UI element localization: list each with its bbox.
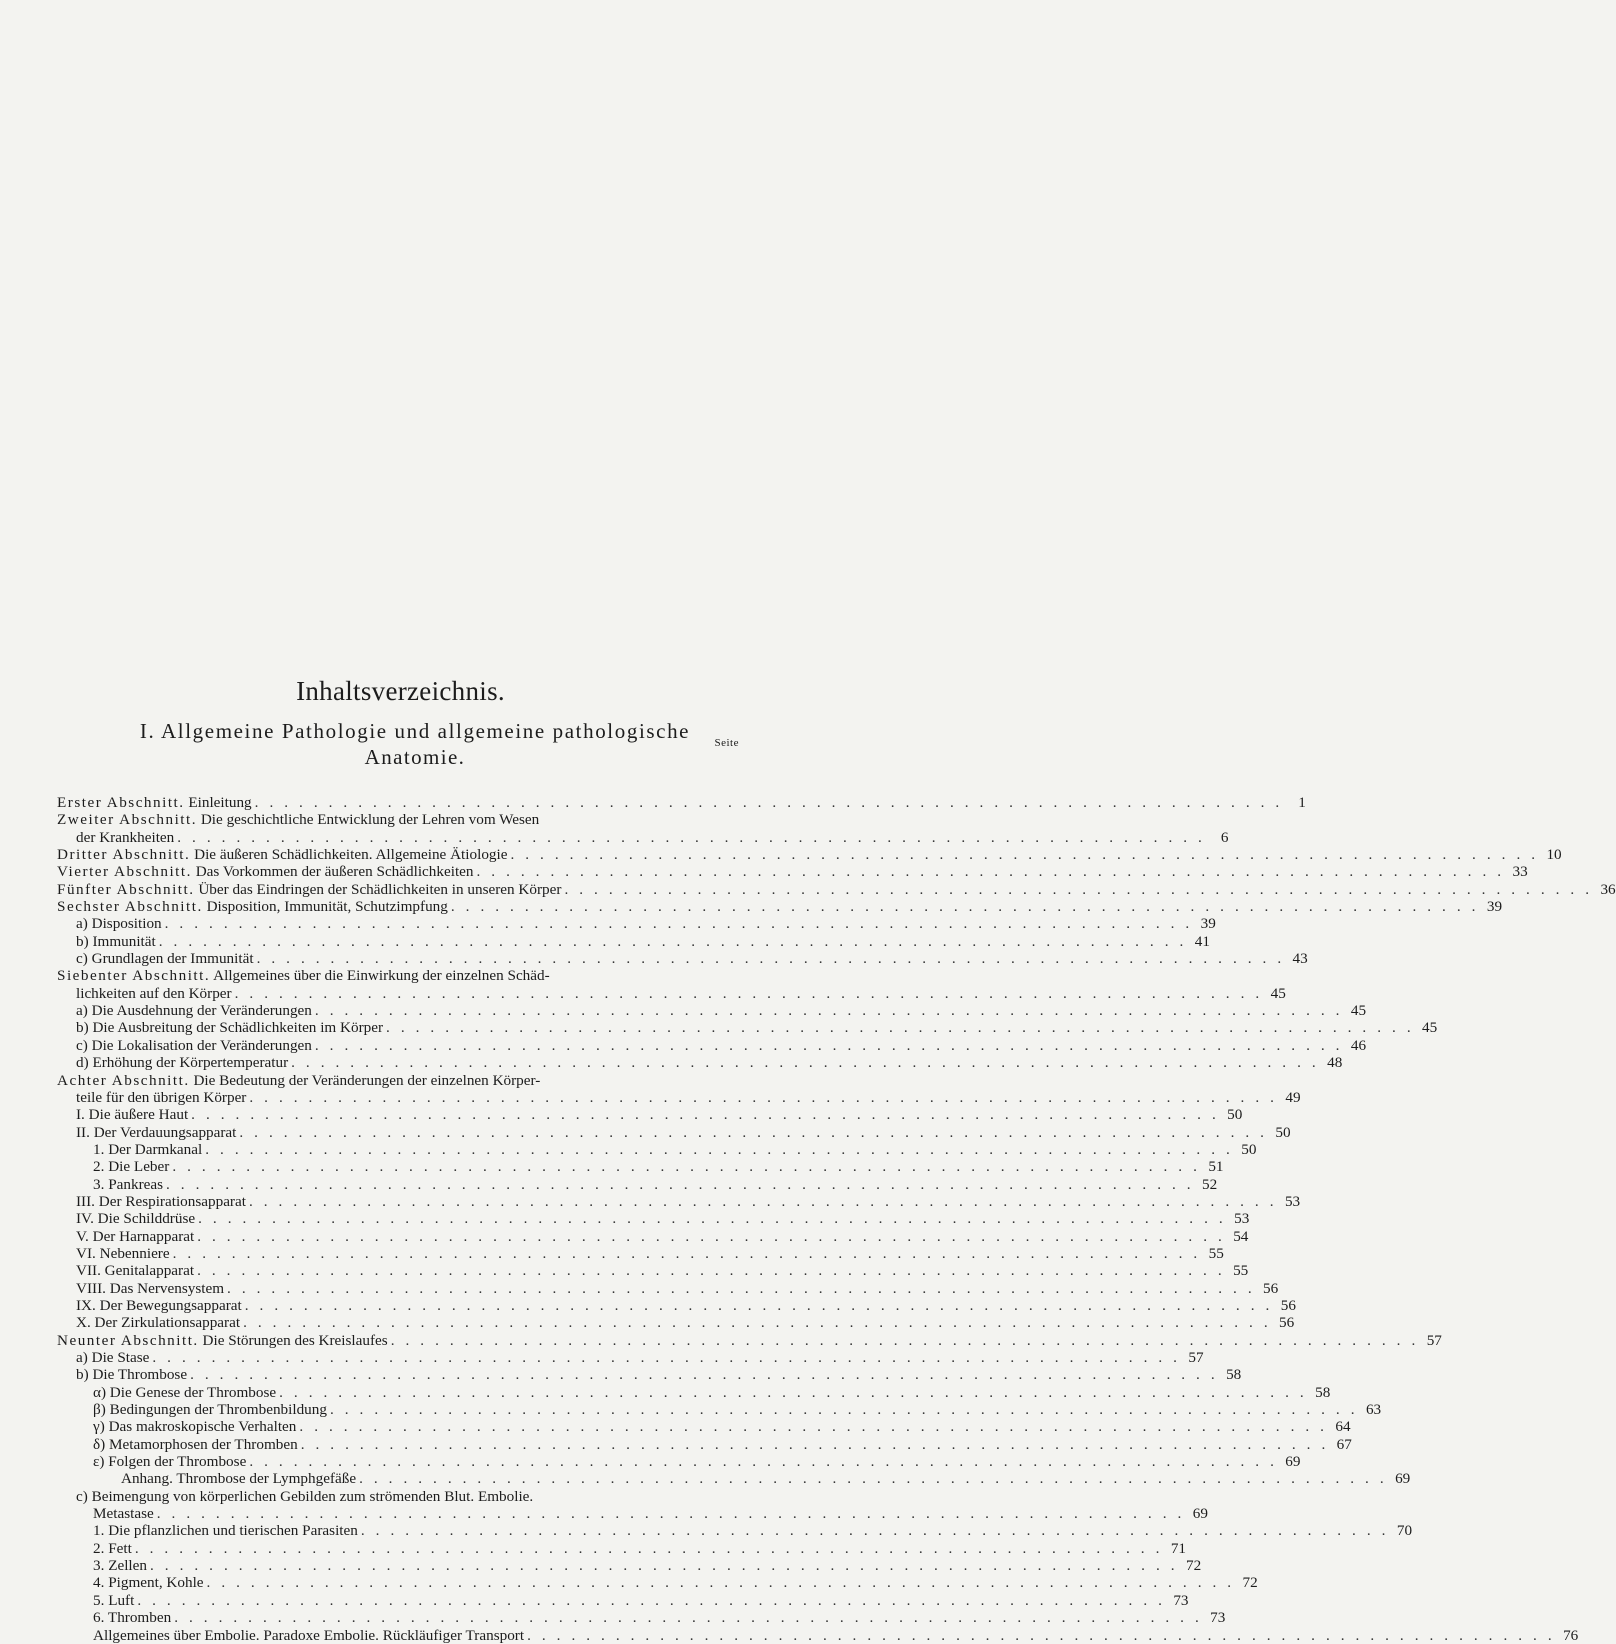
entry-title: 1. Die pflanzlichen und tierischen Parasiten <box>93 1522 358 1540</box>
page-number: 53 <box>1284 1192 1301 1210</box>
page-number: 64 <box>1335 1418 1351 1436</box>
page-number: 39 <box>1486 898 1503 916</box>
toc-entry-text <box>76 1245 170 1262</box>
dot-leader <box>243 1314 1271 1331</box>
page-number: 54 <box>1233 1227 1249 1245</box>
toc-entry <box>57 1366 1242 1384</box>
toc-entry-text <box>76 1349 149 1366</box>
toc-entry-text <box>93 1609 171 1626</box>
toc-entry <box>57 1296 1296 1314</box>
page-number: 45 <box>1270 984 1286 1002</box>
toc-entry <box>57 1036 1367 1054</box>
dot-leader <box>291 1054 1319 1071</box>
toc-entry-text <box>76 985 232 1002</box>
toc-entry-text <box>76 1210 195 1227</box>
toc-entry <box>57 1192 1301 1210</box>
dot-leader <box>477 863 1505 880</box>
toc-entry-text <box>93 1176 163 1193</box>
entry-title: I. Die äußere Haut <box>76 1106 189 1124</box>
toc-entry <box>57 1210 1250 1228</box>
toc-entry <box>57 1435 1352 1453</box>
toc-entry-text <box>57 794 252 811</box>
page-number: 58 <box>1315 1383 1331 1401</box>
toc-entry <box>57 811 737 828</box>
page-number: 71 <box>1170 1539 1186 1557</box>
entry-title: 5. Luft <box>93 1591 135 1609</box>
entry-title: lichkeiten auf den Körper <box>76 984 232 1002</box>
toc-entry-text <box>93 1540 132 1557</box>
dot-leader <box>157 1505 1185 1522</box>
toc-entry <box>57 1175 1218 1193</box>
dot-leader <box>137 1592 1165 1609</box>
toc-entry-text <box>76 1488 533 1505</box>
dot-leader <box>249 1453 1277 1470</box>
toc-entry-text <box>93 1627 524 1644</box>
toc-entry-text <box>76 1089 246 1106</box>
page-number: 51 <box>1208 1158 1224 1176</box>
toc-entry <box>57 1609 1226 1627</box>
dot-leader <box>249 1089 1277 1106</box>
toc-entry <box>57 932 1210 950</box>
toc-entry <box>57 898 1503 916</box>
entry-title: Die geschichtliche Entwicklung der Lehren vom Wesen <box>197 811 540 829</box>
dot-leader <box>527 1627 1555 1644</box>
toc-entry-text <box>76 1228 194 1245</box>
page-number: 39 <box>1200 915 1216 933</box>
dot-leader <box>235 985 1263 1002</box>
toc-entry <box>57 1244 1224 1262</box>
dot-leader <box>451 898 1479 915</box>
toc-entry <box>57 1591 1189 1609</box>
page-number: 69 <box>1285 1453 1301 1471</box>
entry-title: 2. Die Leber <box>93 1158 170 1176</box>
page-number: 69 <box>1395 1470 1411 1488</box>
toc-entry <box>57 1522 1413 1540</box>
toc-entry-text <box>76 933 156 950</box>
toc-entry-text <box>93 1436 298 1453</box>
page-number: 43 <box>1292 950 1308 968</box>
toc-entry-text <box>93 1592 134 1609</box>
toc-entry <box>57 1158 1224 1176</box>
entry-title: α) Die Genese der Thrombose <box>93 1383 277 1401</box>
toc-entry <box>57 1088 1301 1106</box>
dot-leader <box>249 1193 1277 1210</box>
page-number: 49 <box>1285 1088 1301 1106</box>
dot-leader <box>330 1401 1358 1418</box>
entry-title: II. Der Verdauungsapparat <box>76 1123 237 1141</box>
dot-leader <box>205 1141 1233 1158</box>
page-number: 55 <box>1208 1244 1224 1262</box>
entry-title: 3. Pankreas <box>93 1175 164 1193</box>
toc-entry-text <box>76 915 162 932</box>
toc-entry-text <box>76 1297 242 1314</box>
part-heading-line1: I. Allgemeine Pathologie und allgemeine pathologische <box>139 719 691 743</box>
toc-entry-text <box>57 846 507 863</box>
entry-title: a) Die Stase <box>76 1349 150 1366</box>
entry-title: IX. Der Bewegungsapparat <box>76 1296 242 1314</box>
toc-entry-text <box>76 1019 383 1036</box>
toc-entry-text <box>76 950 254 967</box>
dot-leader <box>301 1436 1329 1453</box>
page-number: 69 <box>1192 1505 1208 1523</box>
dot-leader <box>165 915 1193 932</box>
toc-entry <box>57 1123 1291 1141</box>
page-number: 1 <box>1298 794 1306 811</box>
page-title: Inhaltsverzeichnis. <box>296 676 505 706</box>
entry-title: Die Bedeutung der Veränderungen der einzelnen Körper- <box>189 1071 541 1089</box>
page-number: 70 <box>1396 1522 1413 1540</box>
toc-entry-text <box>57 898 448 915</box>
toc-entry-text <box>93 1574 204 1591</box>
entry-title: X. Der Zirkulationsapparat <box>76 1314 241 1332</box>
toc-entry-text <box>76 1280 224 1297</box>
toc-entry <box>57 1401 1382 1419</box>
toc-entry-text <box>93 1418 296 1435</box>
entry-title: der Krankheiten <box>76 828 175 846</box>
entry-title: 2. Fett <box>93 1539 132 1557</box>
dot-leader <box>227 1280 1255 1297</box>
entry-title: Anhang. Thrombose der Lymphgefäße <box>121 1470 357 1488</box>
dot-leader <box>166 1176 1194 1193</box>
entry-title: Allgemeines über die Einwirkung der einzelnen Schäd- <box>210 967 550 985</box>
toc-entry <box>57 1418 1351 1436</box>
entry-title: δ) Metamorphosen der Thromben <box>93 1435 298 1453</box>
page-number: 41 <box>1194 932 1210 950</box>
section-label: Vierter Abschnitt. <box>57 863 192 881</box>
dot-leader <box>391 1332 1419 1349</box>
entry-title: a) Disposition <box>76 915 162 933</box>
section-label: Fünfter Abschnitt. <box>57 880 195 898</box>
entry-title: VI. Nebenniere <box>76 1244 170 1262</box>
entry-title: c) Grundlagen der Immunität <box>76 950 254 968</box>
dot-leader <box>359 1470 1387 1487</box>
dot-leader <box>510 846 1538 863</box>
page-number: 72 <box>1242 1574 1258 1592</box>
entry-title: a) Die Ausdehnung der Veränderungen <box>76 1002 312 1020</box>
entry-title: Allgemeines über Embolie. Paradoxe Embolie. Rückläufiger Transport <box>93 1626 525 1644</box>
entry-title: III. Der Respirationsapparat <box>76 1192 246 1210</box>
entry-title: b) Die Thrombose <box>76 1366 188 1384</box>
section-label: Zweiter Abschnitt. <box>57 811 198 829</box>
part-heading-line2: Anatomie. <box>364 745 466 769</box>
toc-entry <box>57 1314 1295 1332</box>
page-number: 45 <box>1350 1002 1367 1020</box>
toc-entry <box>57 1227 1249 1245</box>
toc-entry-text <box>57 881 561 898</box>
toc-entry-text <box>57 1072 540 1089</box>
toc-entry <box>57 794 1306 811</box>
toc-entry-text <box>57 967 550 984</box>
page-column-label: Seite <box>714 737 739 749</box>
toc-entry-text <box>76 1002 312 1019</box>
entry-title: 1. Der Darmkanal <box>93 1140 203 1158</box>
page-number: 50 <box>1241 1140 1257 1158</box>
dot-leader <box>245 1297 1273 1314</box>
entry-title: β) Bedingungen der Thrombenbildung <box>93 1401 327 1419</box>
entry-title: b) Immunität <box>76 932 156 950</box>
toc-entry-text <box>57 863 474 880</box>
page-number: 36 <box>1600 880 1616 898</box>
toc-entry <box>57 1019 1438 1037</box>
toc-entry <box>57 863 1528 881</box>
entry-title: Einleitung <box>184 794 252 811</box>
toc-entry-text <box>57 1332 388 1349</box>
dot-leader <box>172 1158 1200 1175</box>
toc-entry <box>57 950 1308 968</box>
toc-entry <box>57 1331 1442 1349</box>
toc-entry-text <box>93 1384 276 1401</box>
toc-entry <box>57 967 737 984</box>
page-number: 6 <box>1220 828 1229 846</box>
dot-leader <box>386 1019 1414 1036</box>
entry-title: Die äußeren Schädlichkeiten. Allgemeine Ätiologie <box>190 846 508 864</box>
page-number: 56 <box>1263 1279 1279 1297</box>
dot-leader <box>173 1245 1201 1262</box>
entry-title: Das Vorkommen der äußeren Schädlichkeiten <box>191 863 474 881</box>
toc-entry <box>57 880 1616 898</box>
toc-entry-text <box>93 1141 202 1158</box>
section-label: Sechster Abschnitt. <box>57 898 203 916</box>
toc-entry-text <box>93 1401 327 1418</box>
entry-title: VII. Genitalapparat <box>76 1262 195 1280</box>
toc-entry <box>57 1488 737 1505</box>
dot-leader <box>299 1418 1327 1435</box>
page-number: 57 <box>1426 1331 1442 1349</box>
toc-entry <box>57 846 1562 864</box>
page-number: 67 <box>1336 1435 1352 1453</box>
toc-entry-text <box>76 1262 194 1279</box>
section-label: Siebenter Abschnitt. <box>57 967 211 985</box>
toc-entry <box>57 828 1229 846</box>
dot-leader <box>197 1228 1225 1245</box>
page-number: 10 <box>1546 846 1562 864</box>
toc-entry <box>57 915 1216 933</box>
entry-title: c) Beimengung von körperlichen Gebilden zum strömenden Blut. Embolie. <box>76 1487 534 1505</box>
dot-leader <box>177 829 1205 846</box>
dot-leader <box>152 1349 1180 1366</box>
dot-leader <box>135 1540 1163 1557</box>
entry-title: Disposition, Immunität, Schutzimpfung <box>202 898 448 916</box>
entry-title: d) Erhöhung der Körpertemperatur <box>76 1054 289 1072</box>
toc-entry <box>57 1279 1279 1297</box>
page-number: 52 <box>1202 1175 1218 1193</box>
page-number: 46 <box>1350 1036 1367 1054</box>
dot-leader <box>159 933 1187 950</box>
toc-entry-text <box>93 1453 246 1470</box>
entry-title: V. Der Harnapparat <box>76 1227 195 1245</box>
toc-entry-text <box>76 1037 312 1054</box>
toc-entry-text <box>76 829 174 846</box>
entry-title: Die Störungen des Kreislaufes <box>198 1331 388 1349</box>
toc-entry-text <box>93 1522 358 1539</box>
section-label: Dritter Abschnitt. <box>57 846 191 864</box>
page-number: 57 <box>1188 1349 1204 1366</box>
dot-leader <box>257 950 1285 967</box>
page-number: 56 <box>1279 1314 1295 1332</box>
toc-entry <box>57 1262 1249 1280</box>
entry-title: 3. Zellen <box>93 1557 147 1575</box>
toc-entry <box>57 1072 737 1089</box>
entry-title: Über das Eindringen der Schädlichkeiten in unseren Körper <box>194 880 562 898</box>
toc-entry-text <box>93 1557 147 1574</box>
entry-title: 4. Pigment, Kohle <box>93 1574 204 1592</box>
dot-leader <box>198 1210 1226 1227</box>
entry-title: ε) Folgen der Thrombose <box>93 1453 247 1471</box>
dot-leader <box>174 1609 1202 1626</box>
toc-entry <box>57 1505 1208 1523</box>
entry-title: 6. Thromben <box>93 1609 172 1627</box>
toc-entry <box>57 1539 1186 1557</box>
toc-entry-text <box>76 1106 188 1123</box>
entry-title: γ) Das makroskopische Verhalten <box>93 1418 297 1436</box>
page-number: 63 <box>1365 1401 1382 1419</box>
dot-leader <box>191 1106 1219 1123</box>
dot-leader <box>207 1574 1235 1591</box>
page-number: 72 <box>1185 1557 1202 1575</box>
toc-entry <box>57 1574 1258 1592</box>
entry-title: IV. Die Schilddrüse <box>76 1210 196 1228</box>
toc-entry-text <box>76 1193 246 1210</box>
entry-title: VIII. Das Nervensystem <box>76 1279 225 1297</box>
page-number: 53 <box>1234 1210 1250 1228</box>
toc-entry <box>57 1002 1367 1020</box>
dot-leader <box>361 1522 1389 1539</box>
toc-entry-text <box>57 811 539 828</box>
toc-entry-text <box>93 1505 154 1522</box>
dot-leader <box>197 1262 1225 1279</box>
toc-entry <box>57 984 1286 1002</box>
toc-entry-text <box>93 1158 169 1175</box>
page-number: 76 <box>1563 1626 1579 1644</box>
toc-entry <box>57 1383 1331 1401</box>
entry-title: b) Die Ausbreitung der Schädlichkeiten im Körper <box>76 1019 384 1037</box>
entry-title: Metastase <box>93 1505 154 1523</box>
toc-entry <box>57 1106 1243 1124</box>
page-number: 73 <box>1173 1591 1189 1609</box>
page-number: 50 <box>1275 1123 1291 1141</box>
dot-leader <box>150 1557 1178 1574</box>
toc-entry <box>57 1557 1202 1575</box>
toc-entry-text <box>76 1124 236 1141</box>
page-number: 45 <box>1422 1019 1438 1037</box>
toc-entry <box>57 1453 1301 1471</box>
page-number: 58 <box>1226 1366 1242 1384</box>
toc-entry-text <box>121 1470 356 1487</box>
dot-leader <box>190 1366 1218 1383</box>
section-label: Erster Abschnitt. <box>57 794 185 811</box>
page-number: 50 <box>1227 1106 1243 1124</box>
page-number: 55 <box>1233 1262 1249 1280</box>
toc-entry <box>57 1054 1343 1072</box>
section-label: Neunter Abschnitt. <box>57 1331 199 1349</box>
toc-entry-text <box>76 1314 240 1331</box>
entry-title: teile für den übrigen Körper <box>76 1088 247 1106</box>
toc-entry-text <box>76 1054 288 1071</box>
section-label: Achter Abschnitt. <box>57 1071 190 1089</box>
page-number: 56 <box>1280 1296 1296 1314</box>
page-number: 48 <box>1327 1054 1343 1072</box>
toc-entry <box>57 1140 1257 1158</box>
entry-title: c) Die Lokalisation der Veränderungen <box>76 1036 312 1054</box>
page-number: 33 <box>1512 863 1528 881</box>
toc-entry <box>57 1349 1204 1366</box>
dot-leader <box>239 1124 1267 1141</box>
toc-entry <box>57 1470 1411 1488</box>
dot-leader <box>564 881 1592 898</box>
dot-leader <box>255 794 1283 811</box>
dot-leader <box>315 1037 1343 1054</box>
page-number: 73 <box>1210 1609 1226 1627</box>
table-of-contents <box>57 794 1616 1644</box>
toc-entry <box>57 1626 1579 1644</box>
toc-entry-text <box>76 1366 187 1383</box>
dot-leader <box>315 1002 1343 1019</box>
dot-leader <box>279 1384 1307 1401</box>
